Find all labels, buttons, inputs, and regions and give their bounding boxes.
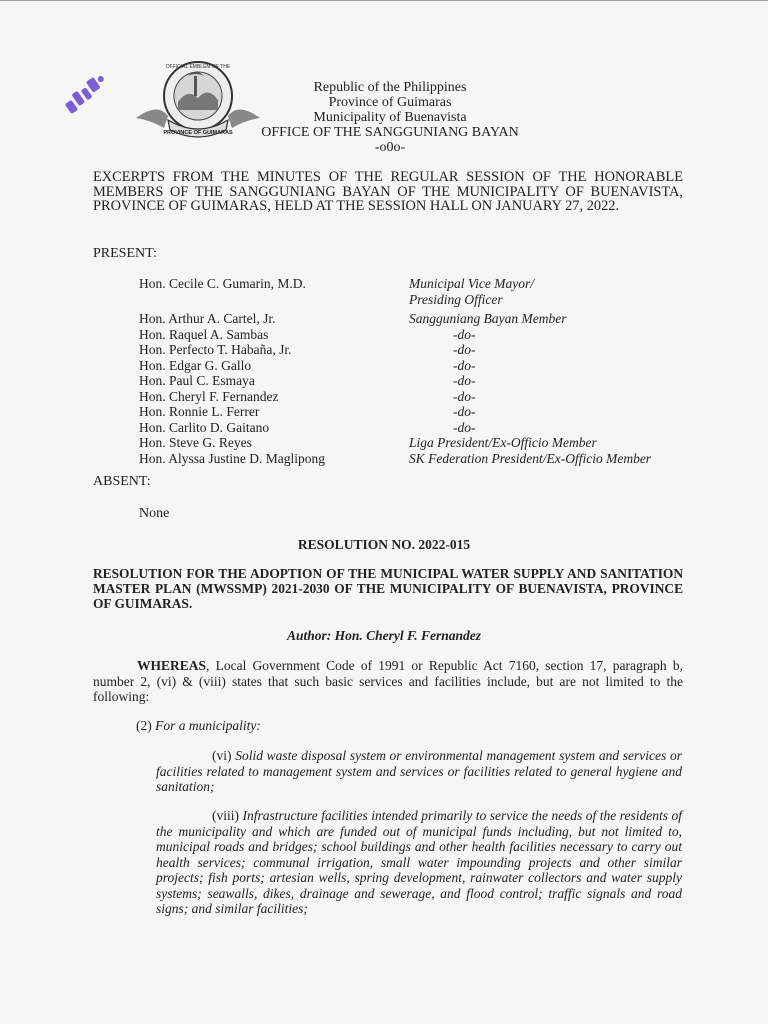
- letterhead-republic: Republic of the Philippines: [313, 80, 467, 95]
- svg-text:PROVINCE OF GUIMARAS: PROVINCE OF GUIMARAS: [163, 130, 233, 136]
- absent-label: ABSENT:: [93, 474, 151, 489]
- member-name: Hon. Edgar G. Gallo: [139, 357, 252, 373]
- roster-row: [139, 420, 689, 436]
- member-position: Liga President/Ex-Officio Member: [409, 435, 597, 450]
- roster-row: [139, 292, 689, 308]
- member-name: Hon. Ronnie L. Ferrer: [139, 404, 260, 419]
- member-position: -do-: [453, 419, 476, 435]
- roster-row: [139, 435, 689, 451]
- member-name: Hon. Perfecto T. Habaña, Jr.: [139, 342, 292, 357]
- member-name: Hon. Cheryl F. Fernandez: [139, 388, 279, 404]
- resolution-number: RESOLUTION NO. 2022-015: [297, 537, 471, 552]
- member-position: -do-: [453, 342, 476, 357]
- item-vi: [156, 748, 682, 795]
- roster-row: [139, 342, 689, 358]
- member-name: [139, 292, 409, 308]
- roster-row: [139, 311, 689, 327]
- member-position: Presiding Officer: [409, 291, 503, 307]
- roster-row: [139, 404, 689, 420]
- member-name: Hon. Raquel A. Sambas: [139, 326, 269, 342]
- letterhead-office: OFFICE OF THE SANGGUNIANG BAYAN: [261, 125, 519, 140]
- roster-row: [139, 276, 689, 292]
- letterhead-municipality: Municipality of Buenavista: [313, 110, 467, 125]
- member-name: Hon. Paul C. Esmaya: [139, 373, 255, 388]
- received-stamp-mark: [58, 76, 116, 116]
- roster-row: [139, 389, 689, 405]
- member-name: Hon. Carlito D. Gaitano: [139, 419, 270, 435]
- letterhead-province: Province of Guimaras: [328, 95, 452, 110]
- absent-value: None: [139, 506, 170, 521]
- present-label: PRESENT:: [93, 246, 157, 261]
- item-viii-num: (viii): [212, 808, 243, 823]
- whereas-clause: [93, 658, 683, 705]
- whereas-text: , Local Government Code of 1991 or Republic Act 7160, section 17, paragraph b, number 2, (vi) & (viii) states that such basic services and facilities include, but are not limited to the following:: [93, 658, 683, 704]
- resolution-author: Author: Hon. Cheryl F. Fernandez: [286, 628, 482, 643]
- member-position: -do-: [453, 404, 476, 419]
- member-position: -do-: [453, 326, 476, 342]
- roster-row: [139, 358, 689, 374]
- svg-text:OFFICIAL EMBLEM OF THE: OFFICIAL EMBLEM OF THE: [165, 64, 231, 70]
- item-viii: [156, 808, 682, 917]
- municipality-item: [136, 718, 261, 734]
- roster-row: [139, 451, 689, 467]
- letterhead-divider: -o0o-: [374, 140, 406, 155]
- excerpt-heading: EXCERPTS FROM THE MINUTES OF THE REGULAR SESSION OF THE HONORABLE MEMBERS OF THE SANGGUNIANG BAYAN OF THE MUNICIPALITY OF BUENAVISTA, PROVINCE OF GUIMARAS, HELD AT THE SESSION HALL ON JANUARY 27, 2022.: [93, 169, 683, 214]
- roster-row: [139, 327, 689, 343]
- whereas-lead: WHEREAS: [137, 658, 207, 673]
- member-position: SK Federation President/Ex-Officio Member: [409, 450, 652, 466]
- member-name: Hon. Cecile C. Gumarin, M.D.: [139, 276, 306, 291]
- resolution-title: RESOLUTION FOR THE ADOPTION OF THE MUNICIPAL WATER SUPPLY AND SANITATION MASTER PLAN (MWSSMP) 2021-2030 OF THE MUNICIPALITY OF BUENAVISTA, PROVINCE OF GUIMARAS.: [93, 566, 683, 611]
- roster-row: [139, 373, 689, 389]
- member-position: -do-: [453, 373, 476, 388]
- member-name: Hon. Arthur A. Cartel, Jr.: [139, 311, 276, 326]
- member-name: Hon. Alyssa Justine D. Maglipong: [139, 450, 326, 466]
- item-vi-num: (vi): [212, 748, 236, 763]
- item-viii-text: Infrastructure facilities intended primarily to service the needs of the residents of the municipality and which are funded out of municipal funds including, but not limited to, municipal roads and bridges; school buildings and other health facilities necessary to carry out health services; communal irrigation, small water impounding projects and other similar projects; fish ports; artesian wells, spring development, rainwater collectors and water supply systems; seawalls, dikes, drainage and sewerage, and flood control; traffic signals and road signs; and similar facilities;: [156, 808, 682, 916]
- scan-edge-line: [0, 0, 768, 1]
- letterhead: [230, 80, 550, 155]
- municipality-num: (2): [136, 718, 156, 733]
- attendance-roster: [139, 276, 689, 466]
- member-position: Municipal Vice Mayor/: [409, 276, 534, 291]
- member-position: -do-: [453, 388, 476, 404]
- item-vi-text: Solid waste disposal system or environmental management system and services or facilities related to management system and services or facilities related to general hygiene and sanitation;: [156, 748, 682, 794]
- member-name: Hon. Steve G. Reyes: [139, 435, 252, 450]
- member-position: Sangguniang Bayan Member: [409, 311, 567, 326]
- municipality-label: For a municipality:: [155, 718, 261, 733]
- member-position: -do-: [453, 357, 476, 373]
